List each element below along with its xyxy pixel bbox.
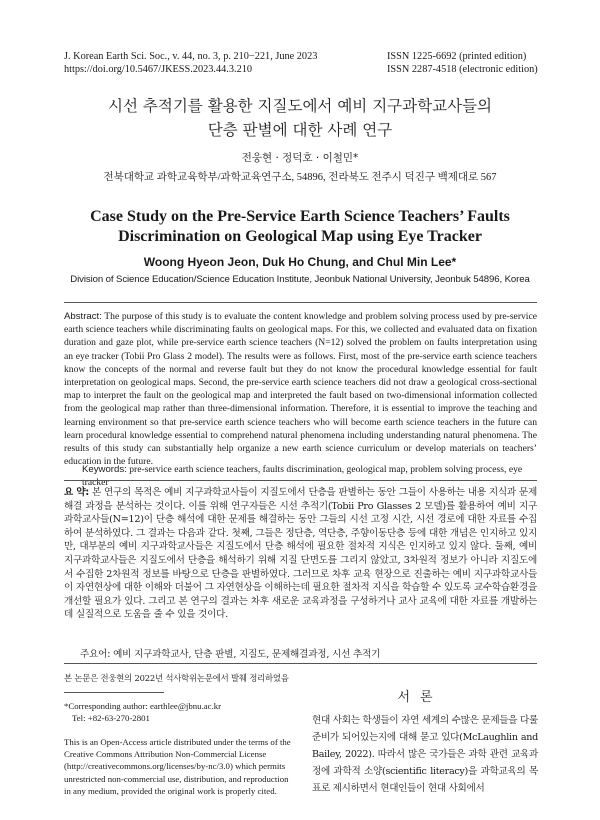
corresponding-author: *Corresponding author: earthlee@jbnu.ac.kr xyxy=(64,701,222,711)
english-title-line1: Case Study on the Pre-Service Earth Science Teachers’ Faults xyxy=(90,208,510,225)
doi-link[interactable]: https://doi.org/10.5467/JKESS.2023.44.3.210 xyxy=(64,64,253,75)
abstract-label: Abstract: xyxy=(64,311,102,322)
corresponding-tel: Tel: +82-63-270-2801 xyxy=(72,713,150,723)
divider-middle xyxy=(64,480,537,481)
abstract-text: The purpose of this study is to evaluate the content knowledge and problem solving process used by pre-service earth science teachers while discriminating faults on geological maps. For this, we collected and evaluated data on fixation duration and gaze plot, while pre-service earth science teachers (N=12) solved the problem on faults interpretation using an eye tracker (Tobii Pro Glass 2 model). The results were as follows. First, most of the pre-service earth science teachers know the concepts of the normal and reverse fault but they do not know the procedural knowledge essential for fault interpretation on geological maps. Second, the pre-service earth science teachers did not draw a geological cross-sectional map to interpret the fault on the geological map and interpreted the fault based on two-dimensional information collected from the geological map rather than three-dimensional information. Therefore, it is essential to improve the teaching and learning environment so that pre-service earth science teachers who will become earth science teachers in the future can learn procedural knowledge essential to comprehend natural phenomena including understanding natural phenomena. The results of this study can substantially help organize a new earth science curriculum or develop materials on teachers’ education in the future. xyxy=(64,311,537,468)
korean-keywords-text: 예비 지구과학교사, 단층 판별, 지질도, 문제해결과정, 시선 추적기 xyxy=(113,649,381,660)
footnote-rule xyxy=(64,692,164,693)
english-authors: Woong Hyeon Jeon, Duk Ho Chung, and Chul Min Lee* xyxy=(143,255,457,269)
korean-affiliation: 전북대학교 과학교육학부/과학교육연구소, 54896, 전라북도 전주시 덕진구 백제대로 567 xyxy=(103,172,497,183)
korean-title-line2: 단층 판별에 대한 사례 연구 xyxy=(207,121,393,139)
divider-bottom xyxy=(64,663,537,664)
korean-title-line1: 시선 추적기를 활용한 지질도에서 예비 지구과학교사들의 xyxy=(108,97,492,115)
thesis-note: 본 논문은 전웅현의 2022년 석사학위논문에서 발췌 정리하였음 xyxy=(64,673,289,683)
korean-authors: 전웅현 · 정덕호 · 이철민* xyxy=(241,152,359,164)
keywords-label: Keywords: xyxy=(82,464,127,475)
journal-citation: J. Korean Earth Sci. Soc., v. 44, no. 3, p. 210−221, June 2023 xyxy=(64,51,318,62)
korean-keywords-label: 주요어: xyxy=(80,649,111,660)
license-note: This is an Open-Access article distributed under the terms of the Creative Commons Attribution Non-Commercial License (http://creativecommons.org/licenses/by-nc/3.0) which permits unrestricted non-commercial use, distribution, and reproduction in any medium, provided the original work is properly cited. xyxy=(64,737,291,796)
divider-top xyxy=(64,302,537,303)
issn-print: ISSN 1225-6692 (printed edition) xyxy=(387,51,527,62)
english-abstract xyxy=(64,310,537,468)
english-affiliation: Division of Science Education/Science Education Institute, Jeonbuk National University, Jeonbuk 54896, Korea xyxy=(70,274,530,285)
introduction-text: 현대 사회는 학생들이 자연 세계의 수많은 문제들을 다룰 준비가 되어있는지에 대해 묻고 있다(McLaughlin and Bailey, 2022). 따라서 많은 국가들은 과학 관련 교육과정에 과학적 소양(scientific literacy)을 과학교육의 목표로 제시하면서 현대인들이 현대 사회에서 xyxy=(312,715,538,794)
english-title-line2: Discrimination on Geological Map using Eye Tracker xyxy=(118,228,482,245)
issn-electronic: ISSN 2287-4518 (electronic edition) xyxy=(387,64,538,75)
keywords-text: pre-service earth science teachers, faults discrimination, geological map, problem solving process, eye tracker xyxy=(82,464,523,488)
korean-abstract-text: 본 연구의 목적은 예비 지구과학교사들이 지질도에서 단층을 판별하는 동안 그들이 사용하는 내용 지식과 문제해결 과정을 분석하는 것이다. 이를 위해 연구자들은 시선 추적기(Tobii Pro Glasses 2 모델)를 활용하여 예비 지구과학교사들(N=12)이 단층 해석에 대한 문제를 해결하는 동안 그들의 시선 고정 시간, 시선 경로에 대한 자료를 수집하여 분석하였다. 그 결과는 다음과 같다. 첫째, 그들은 정단층, 역단층, 주향이동단층 등에 대한 개념은 인지하고 있지만, 대부분의 예비 지구과학교사들은 지질도에서 단층 해석에 필요한 절차적 지식은 인지하고 있지 않다. 둘째, 예비 지구과학교사들은 지질도에서 단층을 해석하기 위해 지질 단면도를 그리지 않았고, 3차원적 정보가 아니라 지질도에서 수집한 2차원적 정보를 바탕으로 단층을 판별하였다. 그러므로 차후 교육 현장으로 진출하는 예비 지구과학교사들이 자연현상에 대한 이해와 더불어 그 자연현상을 이해하는데 필요한 절차적 지식을 학습할 수 있도록 교수학습환경을 개선할 필요가 있다. 그리고 본 연구의 결과는 차후 새로운 교육과정을 구성하거나 교사 교육에 대한 자료를 개발하는데 실질적으로 도움을 줄 수 있을 것이다. xyxy=(64,487,537,621)
korean-abstract-label: 요 약: xyxy=(64,487,89,498)
korean-abstract xyxy=(64,486,537,622)
korean-keywords xyxy=(80,646,540,660)
section-heading-introduction: 서론 xyxy=(397,690,443,705)
